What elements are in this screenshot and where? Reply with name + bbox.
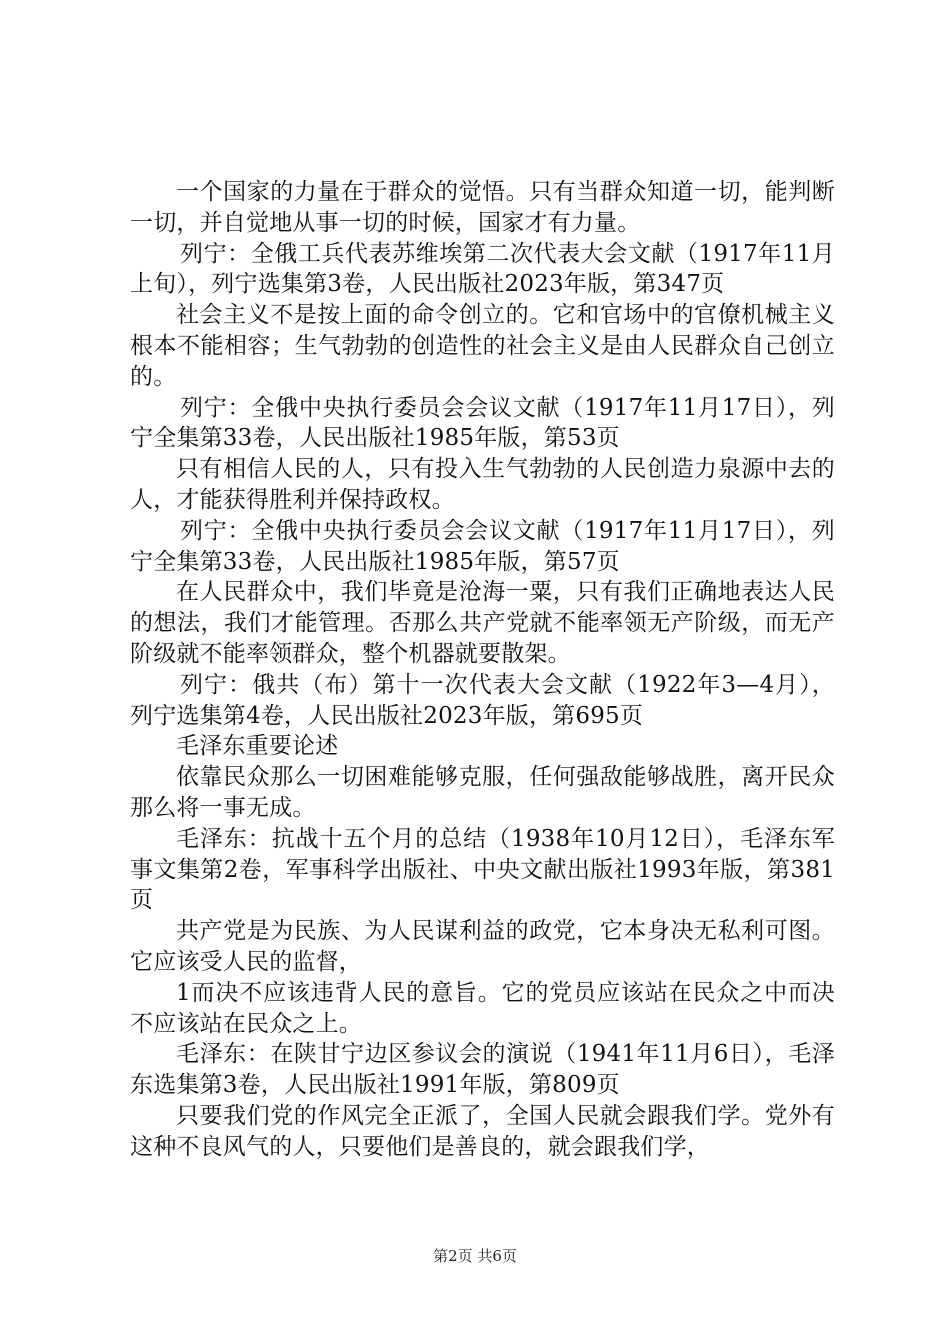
page-number: 第2页 共6页: [433, 1247, 517, 1265]
citation-paragraph: 毛泽东：抗战十五个月的总结（1938年10月12日），毛泽东军事文集第2卷，军事科学出版社、中央文献出版社1993年版，第381页: [130, 825, 835, 914]
document-body: [130, 177, 835, 1163]
quote-paragraph: 在人民群众中，我们毕竟是沧海一粟，只有我们正确地表达人民的想法，我们才能管理。否那么共产党就不能率领无产阶级，而无产阶级就不能率领群众，整个机器就要散架。: [130, 579, 835, 667]
quote-paragraph: 1而决不应该违背人民的意旨。它的党员应该站在民众之中而决不应该站在民众之上。: [130, 979, 835, 1037]
citation-paragraph: 列宁：俄共（布）第十一次代表大会文献（1922年3—4月），列宁选集第4卷，人民出版社2023年版，第695页: [130, 671, 835, 729]
citation-paragraph: 列宁：全俄中央执行委员会会议文献（1917年11月17日），列宁全集第33卷，人民出版社1985年版，第57页: [130, 517, 835, 575]
quote-paragraph: 共产党是为民族、为人民谋利益的政党，它本身决无私利可图。它应该受人民的监督，: [130, 918, 835, 975]
citation-paragraph: 列宁：全俄中央执行委员会会议文献（1917年11月17日），列宁全集第33卷，人民出版社1985年版，第53页: [130, 394, 835, 452]
section-heading: 毛泽东重要论述: [176, 733, 339, 760]
quote-paragraph: 只有相信人民的人，只有投入生气勃勃的人民创造力泉源中去的人，才能获得胜利并保持政权。: [130, 456, 835, 513]
quote-paragraph: 社会主义不是按上面的命令创立的。它和官场中的官僚机械主义根本不能相容；生气勃勃的创造性的社会主义是由人民群众自己创立的。: [130, 302, 835, 390]
quote-paragraph: 依靠民众那么一切困难能够克服，任何强敌能够战胜，离开民众那么将一事无成。: [130, 764, 835, 821]
citation-paragraph: 毛泽东：在陕甘宁边区参议会的演说（1941年11月6日），毛泽东选集第3卷，人民出版社1991年版，第809页: [130, 1041, 835, 1099]
quote-paragraph: 一个国家的力量在于群众的觉悟。只有当群众知道一切，能判断一切，并自觉地从事一切的时候，国家才有力量。: [130, 179, 835, 236]
quote-paragraph: 只要我们党的作风完全正派了，全国人民就会跟我们学。党外有这种不良风气的人，只要他们是善良的，就会跟我们学，: [130, 1102, 835, 1160]
citation-paragraph: 列宁：全俄工兵代表苏维埃第二次代表大会文献（1917年11月上旬），列宁选集第3卷，人民出版社2023年版，第347页: [130, 240, 835, 298]
